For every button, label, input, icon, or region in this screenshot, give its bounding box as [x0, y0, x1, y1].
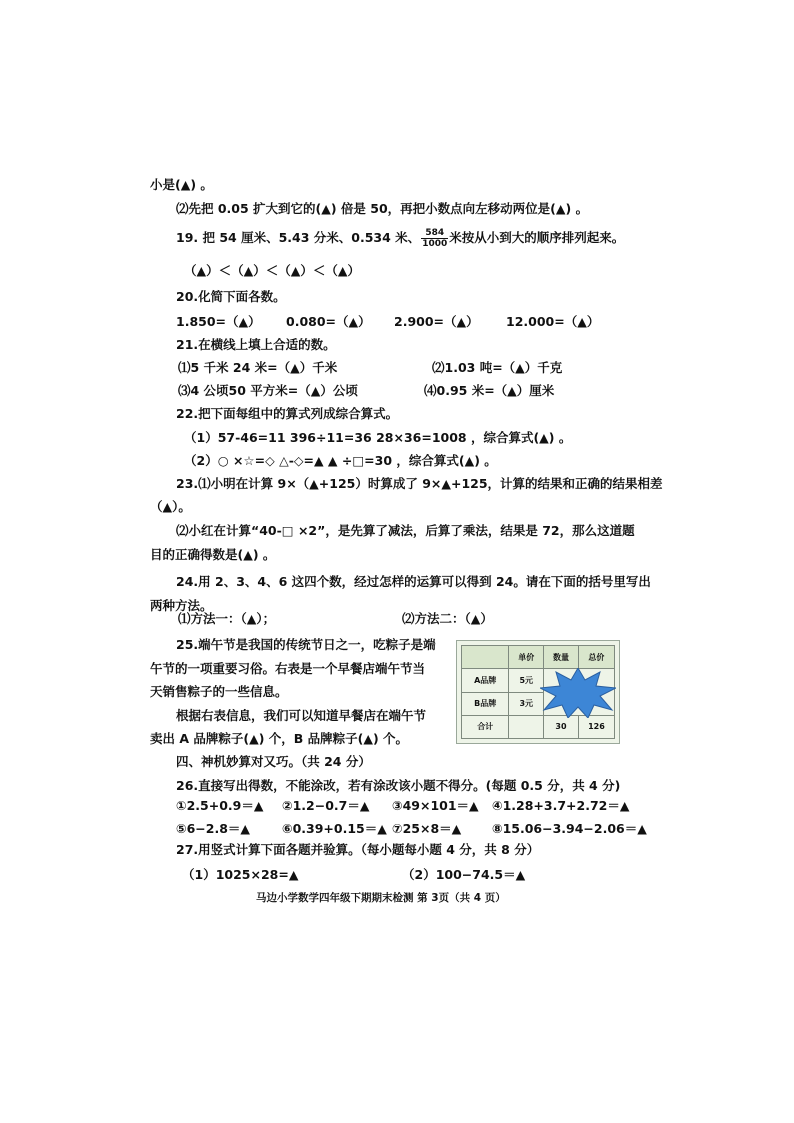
table-header-row: [462, 646, 615, 669]
q24-method-1: ⑴方法一：（▲）；: [178, 611, 276, 626]
q22: 22.把下面每组中的算式列成综合算式。: [176, 406, 399, 421]
q25-line-1: 25.端午节是我国的传统节日之一，吃粽子是端: [176, 637, 436, 652]
q20-a: 1.850=（▲）: [176, 314, 261, 329]
q27-2: （2）100−74.5＝▲: [402, 867, 526, 882]
table-header-cell: 单价: [509, 646, 544, 669]
q25-line-5: 卖出 A 品牌粽子(▲) 个，B 品牌粽子(▲) 个。: [150, 731, 409, 746]
table-cell: 合计: [462, 715, 509, 738]
fraction-numerator: 584: [421, 228, 448, 239]
fraction-denominator: 1000: [422, 239, 448, 249]
q19-fraction: [421, 228, 448, 249]
q23-1: 23.⑴小明在计算 9×（▲+125）时算成了 9×▲+125，计算的结果和正确的结果相差: [176, 476, 663, 491]
q25-line-3: 天销售粽子的一些信息。: [150, 684, 288, 699]
q25-line-2: 午节的一项重要习俗。右表是一个早餐店端午节当: [150, 661, 426, 676]
table-cell: 5元: [509, 669, 544, 692]
q20-d: 12.000=（▲）: [506, 314, 600, 329]
table-row: [462, 715, 615, 738]
q22-2: （2）○ ×☆=◇ △-◇=▲ ▲ ÷□=30 ，综合算式(▲) 。: [184, 453, 497, 468]
q26: 26.直接写出得数，不能涂改，若有涂改该小题不得分。(每题 0.5 分，共 4 分): [176, 778, 621, 793]
q18-1-tail: 小是(▲) 。: [150, 177, 213, 192]
q26-1: ①2.5+0.9＝▲: [176, 798, 264, 813]
section-4-heading: 四、神机妙算对又巧。（共 24 分）: [176, 754, 371, 769]
q26-3: ③49×101＝▲: [392, 798, 479, 813]
table-cell: A品牌: [462, 669, 509, 692]
q26-6: ⑥0.39+0.15＝▲: [282, 821, 387, 836]
q21-3: ⑶4 公顷50 平方米=（▲）公顷: [178, 383, 358, 398]
q19-text-a: 19. 把 54 厘米、5.43 分米、0.534 米、: [176, 230, 421, 245]
q25-line-4: 根据右表信息，我们可以知道早餐店在端午节: [176, 708, 427, 723]
q26-8: ⑧15.06−3.94−2.06＝▲: [492, 821, 647, 836]
q27-1: （1）1025×28=▲: [182, 867, 299, 882]
q24-method-2: ⑵方法二：（▲）: [402, 611, 493, 626]
table-cell: 30: [544, 715, 579, 738]
q20: 20.化简下面各数。: [176, 289, 286, 304]
q20-c: 2.900=（▲）: [394, 314, 479, 329]
q22-1: （1）57-46=11 396÷11=36 28×36=1008 ，综合算式(▲) 。: [184, 430, 572, 445]
q21-1: ⑴5 千米 24 米=（▲）千米: [178, 360, 338, 375]
q23-1-tail: （▲）。: [150, 499, 191, 514]
q18-2: ⑵先把 0.05 扩大到它的(▲) 倍是 50，再把小数点向左移动两位是(▲) 。: [176, 201, 589, 216]
q21: 21.在横线上填上合适的数。: [176, 337, 336, 352]
q21-2: ⑵1.03 吨=（▲）千克: [432, 360, 563, 375]
q21-4: ⑷0.95 米=（▲）厘米: [424, 383, 555, 398]
q23-2: ⑵小红在计算“40-□ ×2”，是先算了减法，后算了乘法，结果是 72，那么这道题: [176, 523, 635, 538]
table-cell: 126: [578, 715, 614, 738]
table-cell: B品牌: [462, 692, 509, 715]
q19-text-b: 米按从小到大的顺序排列起来。: [449, 230, 625, 245]
table-header-cell: [462, 646, 509, 669]
table-header-cell: 总价: [578, 646, 614, 669]
page-footer: 马边小学数学四年级下期期末检测 第 3页（共 4 页）: [256, 892, 506, 904]
q19-answer-row: （▲）＜（▲）＜（▲）＜（▲）: [184, 263, 360, 278]
q26-2: ②1.2−0.7＝▲: [282, 798, 370, 813]
q27: 27.用竖式计算下面各题并验算。（每小题每小题 4 分，共 8 分）: [176, 842, 540, 857]
table-cell: [509, 715, 544, 738]
q23-2-tail: 目的正确得数是(▲) 。: [150, 547, 276, 562]
q19: [176, 228, 624, 249]
q24: 24.用 2、3、4、6 这四个数，经过怎样的运算可以得到 24。请在下面的括号里写出: [176, 574, 651, 589]
q26-5: ⑤6−2.8＝▲: [176, 821, 251, 836]
table-header-cell: 数量: [544, 646, 579, 669]
q24-tail: 两种方法。: [150, 598, 213, 613]
starburst-icon: [540, 668, 616, 718]
q26-7: ⑦25×8＝▲: [392, 821, 462, 836]
table-cell: 3元: [509, 692, 544, 715]
q26-4: ④1.28+3.7+2.72＝▲: [492, 798, 630, 813]
q20-b: 0.080=（▲）: [286, 314, 371, 329]
